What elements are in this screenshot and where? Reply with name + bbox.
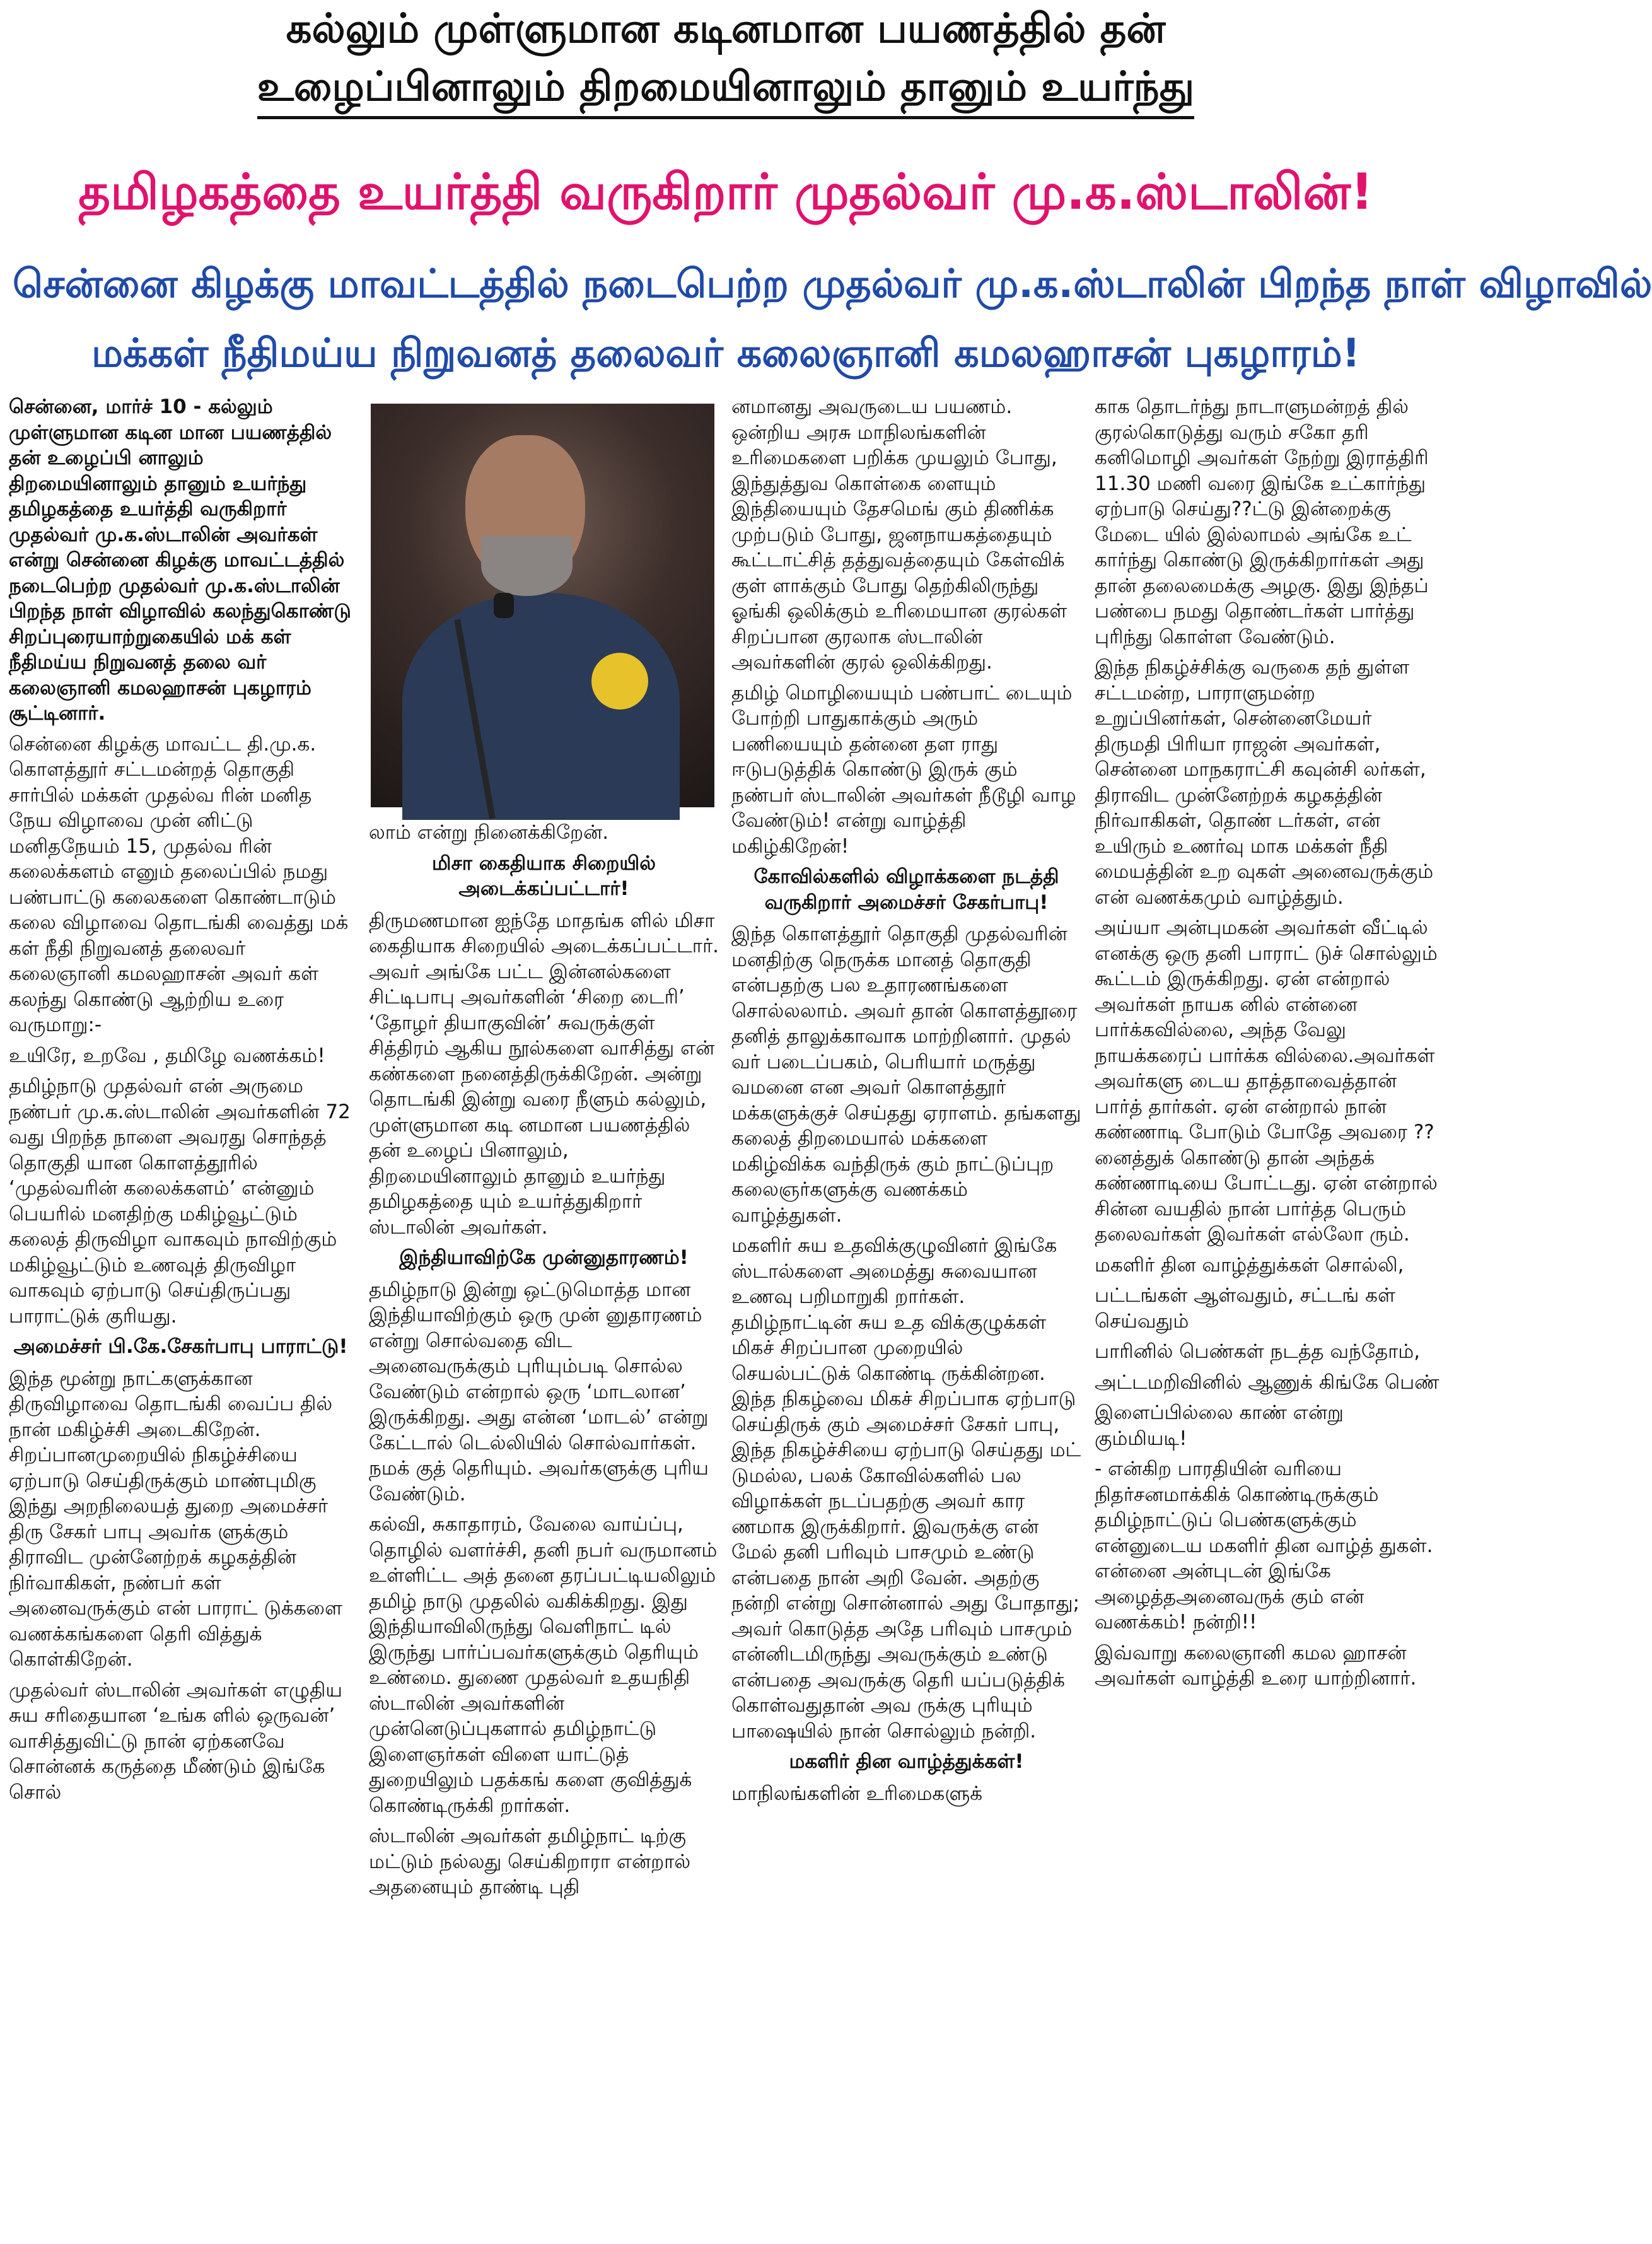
article-column-3 (731, 394, 1081, 1811)
paragraph: மகளிர் தின வாழ்த்துக்கள் சொல்லி, (1095, 1253, 1404, 1277)
paragraph: காக தொடர்ந்து நாடாளுமன்றத் தில் குரல்கொடுத்து வரும் சகோ தரி கனிமொழி அவர்கள் நேற்று இராத்திரி 11.30 மணி வரை இங்கே உட்கார்ந்து ஏற்பாடு செய்து??ட்டு இன்றைக்கு மேடை யில் இல்லாமல் அங்கே உட் கார்ந்து கொண்டு இருக்கிறார்கள் அது தான் தலைமைக்கு அழகு. இது இந்தப் பண்பை நமது தொண்டர்கள் பார்த்து புரிந்து கொள்ள வேண்டும். (1095, 395, 1429, 648)
paragraph: - என்கிற பாரதியின் வரியை நிதர்சனமாக்கிக் கொண்டிருக்கும் தமிழ்நாட்டுப் பெண்களுக்கும் என்னுடைய மகளிர் தின வாழ்த் துகள். என்னை அன்புடன் இங்கே அழைத்தஅனைவருக் கும் என் வணக்கம்! நன்றி!! (1095, 1458, 1433, 1633)
article-lead: சென்னை, மார்ச் 10 - கல்லும் முள்ளுமான கடின மான பயணத்தில் தன் உழைப்பி னாலும் திறமையினாலும் தானும் உயர்ந்து தமிழகத்தை உயர்த்தி வருகிறார் முதல்வர் மு.க.ஸ்டாலின் அவர்கள் என்று சென்னை கிழக்கு மாவட்டத்தில் நடைபெற்ற முதல்வர் மு.க.ஸ்டாலின் பிறந்த நாள் விழாவில் கலந்துகொண்டு சிறப்புரையாற்றுகையில் மக் கள் நீதிமய்ய நிறுவனத் தலை வர் கலைஞானி கமலஹாசன் புகழாரம் சூட்டினார். (9, 395, 351, 725)
kicker (0, 0, 1451, 119)
subheading: இந்தியாவிற்கே முன்னுதாரணம்! (399, 1246, 689, 1269)
paragraph: முதல்வர் ஸ்டாலின் அவர்கள் எழுதிய சுய சரிதையான ‘உங்க ளில் ஒருவன்’ வாசித்துவிட்டு நான் ஏற்கனவே சொன்னக் கருத்தை மீண்டும் இங்கே சொல் (9, 1678, 342, 1804)
paragraph: கல்வி, சுகாதாரம், வேலை வாய்ப்பு, தொழில் வளர்ச்சி, தனி நபர் வருமானம் உள்ளிட்ட அத் தனை தரப்பட்டியலிலும் தமிழ் நாடு முதலில் வகிக்கிறது. இது இந்தியாவிலிருந்து வெளிநாட் டில் இருந்து பார்ப்பவர்களுக்கும் தெரியும் உண்மை. துணை முதல்வர் உதயநிதி ஸ்டாலின் அவர்களின் முன்னெடுப்புகளால் தமிழ்நாட்டு இளைஞர்கள் விளை யாட்டுத் துறையிலும் பதக்கங் களை குவித்துக் கொண்டிருக்கி றார்கள். (369, 1513, 718, 1817)
paragraph: தமிழ் மொழியையும் பண்பாட் டையும் போற்றி பாதுகாக்கும் அரும் பணியையும் தன்னை தள ராது ஈடுபடுத்திக் கொண்டு இருக் கும் நண்பர் ஸ்டாலின் அவர்கள் நீடூழி வாழ வேண்டும்! என்று வாழ்த்தி மகிழ்கிறேன்! (731, 681, 1076, 858)
subheading: அமைச்சர் பி.கே.சேகர்பாபு பாராட்டு! (13, 1335, 348, 1358)
subhead-line-2: மக்கள் நீதிமய்ய நிறுவனத் தலைவர் கலைஞானி கமலஹாசன் புகழாரம்! (91, 330, 1360, 376)
photo-body-shape (402, 593, 680, 820)
speaker-photo (371, 404, 714, 807)
subheading: மிசா கைதியாக சிறையில் அடைக்கப்பட்டார்! (432, 851, 656, 900)
kicker-line-2: உழைப்பினாலும் திறமையினாலும் தானும் உயர்ந்து (257, 58, 1194, 119)
paragraph: னமானது அவருடைய பயணம். ஒன்றிய அரசு மாநிலங்களின் உரிமைகளை பறிக்க முயலும் போது, இந்துத்துவ கொள்கை ளையும் இந்தியையும் தேசமெங் கும் திணிக்க முற்படும் போது, ஜனநாயகத்தையும் கூட்டாட்சித் தத்துவத்தையும் கேள்விக் குள் ளாக்கும் போது தெற்கிலிருந்து ஓங்கி ஒலிக்கும் உரிமையான குரல்கள் சிறப்பான குரலாக ஸ்டாலின் அவர்களின் குரல் ஒலிக்கிறது. (731, 395, 1067, 674)
paragraph: இளைப்பில்லை காண் என்று கும்மியடி! (1095, 1401, 1344, 1450)
subhead-line-1: சென்னை கிழக்கு மாவட்டத்தில் நடைபெற்ற முதல்வர் மு.க.ஸ்டாலின் பிறந்த நாள் விழாவில் (13, 260, 1652, 307)
photo-beard-shape (481, 536, 573, 596)
paragraph: அட்டமறிவினில் ஆணுக் கிங்கே பெண் (1095, 1370, 1440, 1394)
subheading: கோவில்களில் விழாக்களை நடத்தி வருகிறார் அமைச்சர் சேகர்பாபு! (753, 865, 1059, 914)
paragraph: சென்னை கிழக்கு மாவட்ட தி.மு.க. கொளத்தூர் சட்டமன்றத் தொகுதி சார்பில் மக்கள் முதல்வ ரின் மனித நேய விழாவை முன் னிட்டு மனிதநேயம் 15, முதல்வ ரின் கலைக்களம் எனும் தலைப்பில் நமது பண்பாட்டு கலைகளை கொண்டாடும் கலை விழாவை தொடங்கி வைத்து மக் கள் நீதி நிறுவனத் தலைவர் கலைஞானி கமலஹாசன் அவர் கள் கலந்து கொண்டு ஆற்றிய உரை வருமாறு:- (9, 732, 349, 1036)
article-column-4 (1095, 394, 1441, 1697)
paragraph: இந்த நிகழ்ச்சிக்கு வருகை தந் துள்ள சட்டமன்ற, பாராளுமன்ற உறுப்பினர்கள், சென்னைமேயர் திருமதி பிரியா ராஜன் அவர்கள், சென்னை மாநகராட்சி கவுன்சி லர்கள், திராவிட முன்னேற்றக் கழகத்தின் நிர்வாகிகள், தொண் டர்கள், என் உயிரும் உணர்வு மாக மக்கள் நீதி மையத்தின் உற வுகள் அனைவருக்கும் என் வணக்கமும் வாழ்த்தும். (1095, 656, 1434, 909)
paragraph: தமிழ்நாடு முதல்வர் என் அருமை நண்பர் மு.க.ஸ்டாலின் அவர்களின் 72 வது பிறந்த நாளை அவரது சொந்தத் தொகுதி யான கொளத்தூரில் ‘முதல்வரின் கலைக்களம்’ என்னும் பெயரில் மனதிற்கு மகிழ்வூட்டும் கலைத் திருவிழா வாகவும் நாவிற்கும் மகிழ்வூட்டும் உணவுத் திருவிழா வாகவும் ஏற்பாடு செய்திருப்பது பாராட்டுக் குரியது. (9, 1075, 351, 1328)
paragraph: திருமணமான ஐந்தே மாதங்க ளில் மிசா கைதியாக சிறையில் அடைக்கப்பட்டார். அவர் அங்கே பட்ட இன்னல்களை சிட்டிபாபு அவர்களின் ‘சிறை டைரி’ ‘தோழர் தியாகுவின்’ சுவருக்குள் சித்திரம் ஆகிய நூல்களை வாசித்து என் கண்களை நனைத்திருக்கிறேன். அன்று தொடங்கி இன்று வரை நீளும் கல்லும், முள்ளுமான கடி னமான பயணத்தில் தன் உழைப் பினாலும், திறமையினாலும் தானும் உயர்ந்து தமிழகத்தை யும் உயர்த்துகிறார் ஸ்டாலின் அவர்கள். (369, 909, 719, 1239)
article-column-1 (9, 394, 352, 1810)
paragraph: பட்டங்கள் ஆள்வதும், சட்டங் கள் செய்வதும் (1095, 1284, 1395, 1333)
paragraph: தமிழ்நாடு இன்று ஒட்டுமொத்த மான இந்தியாவிற்கும் ஒரு முன் னுதாரணம் என்று சொல்வதை விட அனைவருக்கும் புரியும்படி சொல்ல வேண்டும் என்றால் ஒரு ‘மாடலான’ இருக்கிறது. அது என்ன ‘மாடல்’ என்று கேட்டால் டெல்லியில் சொல்வார்கள். நமக் குத் தெரியும். அவர்களுக்கு புரிய வேண்டும். (369, 1278, 709, 1505)
headline: தமிழகத்தை உயர்த்தி வருகிறார் முதல்வர் மு.க.ஸ்டாலின்! (78, 164, 1373, 221)
photo-badge-shape (591, 653, 648, 710)
article-column-2 (369, 820, 719, 1905)
paragraph: அய்யா அன்புமகன் அவர்கள் வீட்டில் எனக்கு ஒரு தனி பாராட் டுச் சொல்லும் கூட்டம் இருக்கிறது. ஏன் என்றால் அவர்கள் நாயக னில் என்னை பார்க்கவில்லை, அந்த வேலு நாயக்கரைப் பார்க்க வில்லை.அவர்கள் அவர்களு டைய தாத்தாவைத்தான் பார்த் தார்கள். ஏன் என்றால் நான் கண்ணாடி போடும் போதே அவரை ??னைத்துக் கொண்டு தான் அந்தக் கண்ணாடியை போட்டது. ஏன் என்றால் சின்ன வயதில் நான் பார்த்த பெரும் தலைவர்கள் இவர்கள் எல்லோ ரும். (1095, 916, 1438, 1246)
paragraph: இந்த கொளத்தூர் தொகுதி முதல்வரின் மனதிற்கு நெருக்க மானத் தொகுதி என்பதற்கு பல உதாரணங்களை சொல்லலாம். அவர் தான் கொளத்தூரை தனித் தாலுக்காவாக மாற்றினார். முதல் வர் படைப்பகம், பெரியார் மருத்து வமனை என அவர் கொளத்தூர் மக்களுக்குச் செய்தது ஏராளம். தங்களது கலைத் திறமையால் மக்களை மகிழ்விக்க வந்திருக் கும் நாட்டுப்புற கலைஞர்களுக்கு வணக்கம் வாழ்த்துகள். (731, 923, 1081, 1227)
subheading: மகளிர் தின வாழ்த்துக்கள்! (789, 1750, 1024, 1773)
paragraph: இந்த மூன்று நாட்களுக்கான திருவிழாவை தொடங்கி வைப்ப தில் நான் மகிழ்ச்சி அடைகிறேன். சிறப்பானமுறையில் நிகழ்ச்சியை ஏற்பாடு செய்திருக்கும் மாண்புமிகு இந்து அறநிலையத் துறை அமைச்சர் திரு சேகர் பாபு அவர்க ளுக்கும் திராவிட முன்னேற்றக் கழகத்தின் நிர்வாகிகள், நண்பர் கள் அனைவருக்கும் என் பாராட் டுக்களை வணக்கங்களை தெரி வித்துக் கொள்கிறேன். (9, 1367, 342, 1671)
paragraph: லாம் என்று நினைக்கிறேன். (369, 821, 609, 844)
microphone-icon (494, 593, 514, 618)
paragraph: மகளிர் சுய உதவிக்குழுவினர் இங்கே ஸ்டால்களை அமைத்து சுவையான உணவு பறிமாறுகி றார்கள். தமிழ்நாட்டின் சுய உத விக்குழுக்கள் மிகச் சிறப்பான முறையில் செயல்பட்டுக் கொண்டி ருக்கின்றன. இந்த நிகழ்வை மிகச் சிறப்பாக ஏற்பாடு செய்திருக் கும் அமைச்சர் சேகர் பாபு, இந்த நிகழ்ச்சியை ஏற்பாடு செய்தது மட் டுமல்ல, பலக் கோவில்களில் பல விழாக்கள் நடப்பதற்கு அவர் கார ணமாக இருக்கிறார். இவருக்கு என் மேல் தனி பரிவும் பாசமும் உண்டு என்பதை நான் அறி வேன். அதற்கு நன்றி என்று சொன்னால் அது போதாது; அவர் கொடுத்த அதே பரிவும் பாசமும் என்னிடமிருந்து அவருக்கும் உண்டு என்பதை அவருக்கு தெரி யப்படுத்திக் கொள்வதுதான் அவ ருக்கு புரியும் பாஷையில் நான் சொல்லும் நன்றி. (731, 1234, 1081, 1743)
paragraph: இவ்வாறு கலைஞானி கமல ஹாசன் அவர்கள் வாழ்த்தி உரை யாற்றினார். (1095, 1641, 1417, 1690)
kicker-line-1: கல்லும் முள்ளுமான கடினமான பயணத்தில் தன் (286, 6, 1166, 52)
paragraph: ஸ்டாலின் அவர்கள் தமிழ்நாட் டிற்கு மட்டும் நல்லது செய்கிறாரா என்றால் அதனையும் தாண்டி புதி (369, 1825, 691, 1898)
paragraph: உயிரே, உறவே , தமிழே வணக்கம்! (9, 1044, 325, 1067)
paragraph: பாரினில் பெண்கள் நடத்த வந்தோம், (1095, 1340, 1421, 1363)
paragraph: மாநிலங்களின் உரிமைகளுக் (731, 1782, 983, 1805)
